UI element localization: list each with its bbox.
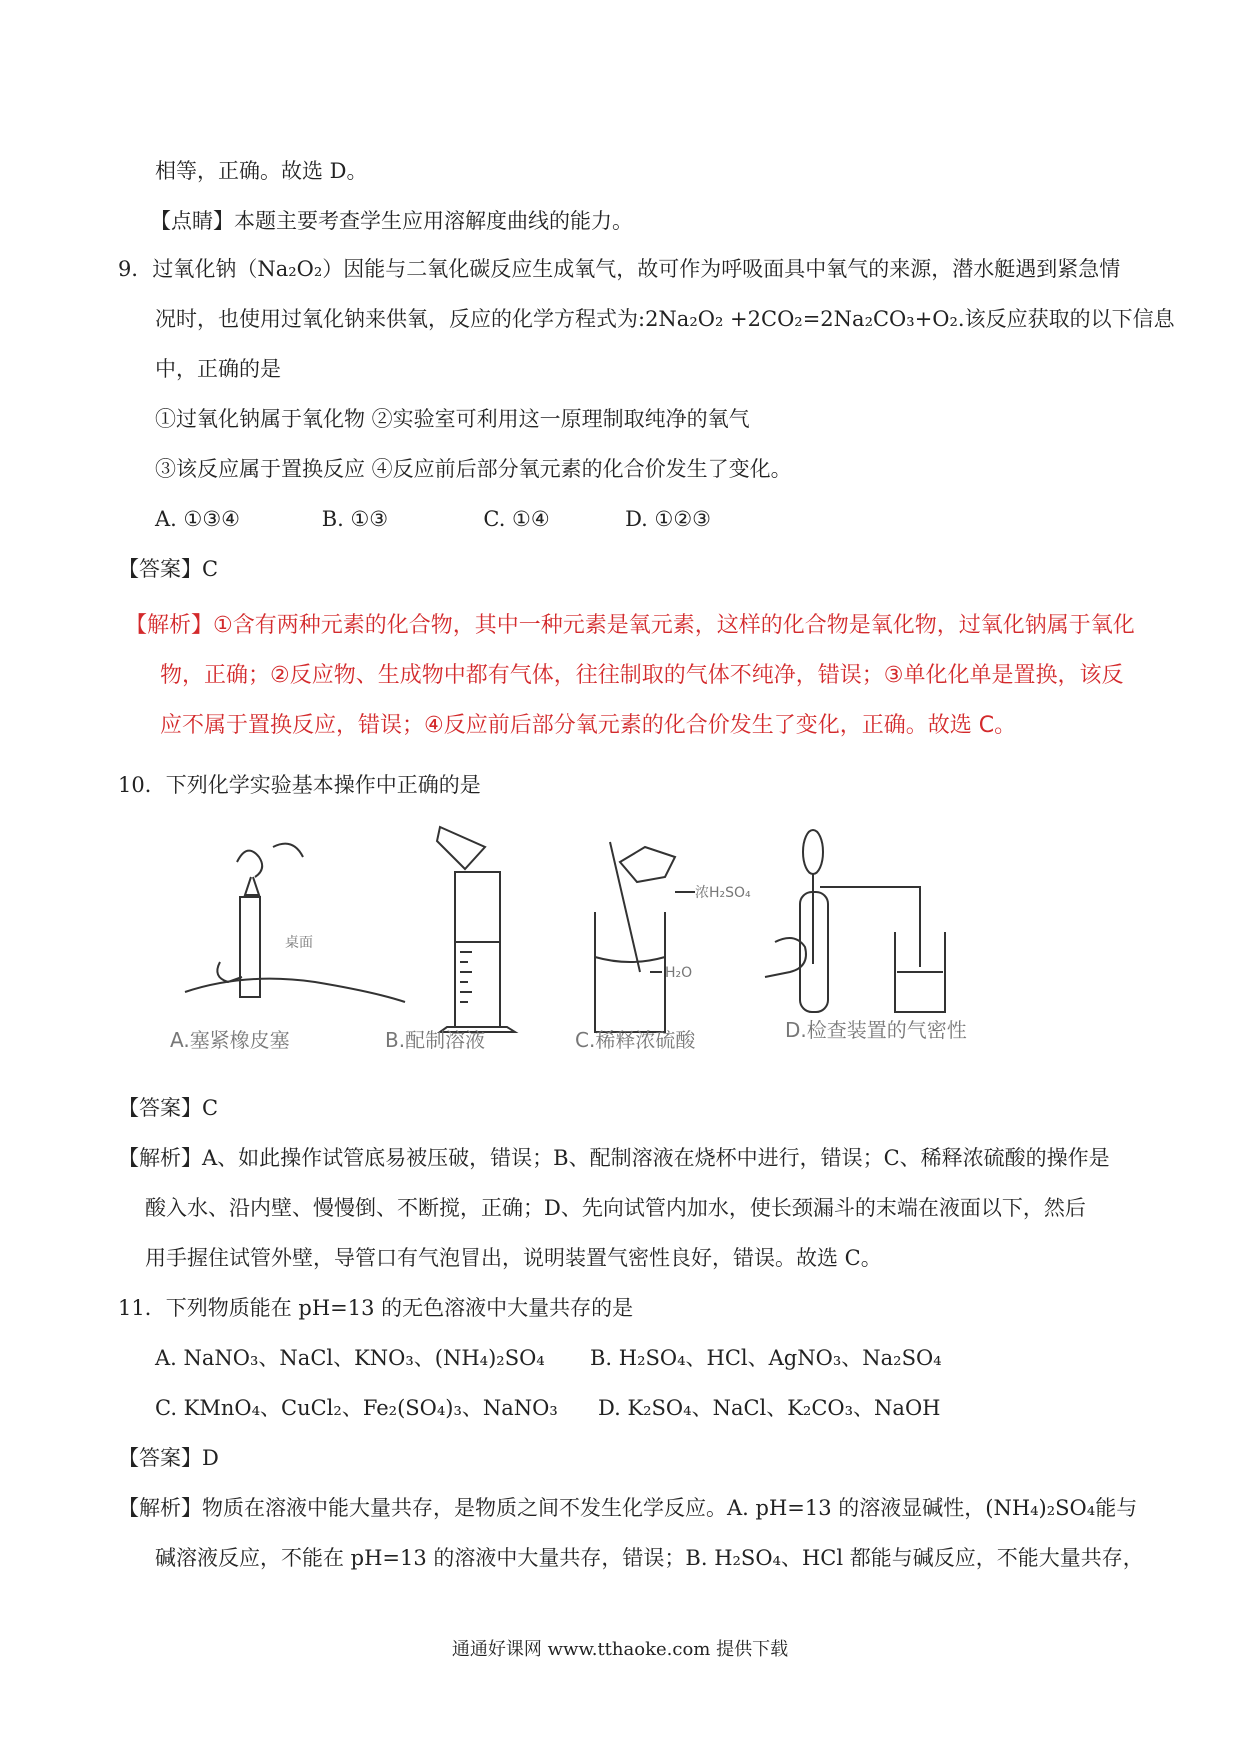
- q9-explanation-line3: 应不属于置换反应，错误；④反应前后部分氧元素的化合价发生了变化，正确。故选 C。: [160, 713, 1017, 738]
- panel-c-water-label: H₂O: [665, 965, 693, 981]
- q11-explanation-line1: 【解析】物质在溶液中能大量共存，是物质之间不发生化学反应。A. pH=13 的溶液显碱性，(NH₄)₂SO₄能与: [118, 1496, 1138, 1520]
- panel-b-cylinder-sketch: [437, 827, 515, 1032]
- page-footer: 通通好课网 www.tthaoke.com 提供下载: [451, 1639, 789, 1660]
- q9-statement-2: ③该反应属于置换反应 ④反应前后部分氧元素的化合价发生了变化。: [155, 457, 792, 481]
- q10-explanation-line2: 酸入水、沿内壁、慢慢倒、不断搅，正确；D、先向试管内加水，使长颈漏斗的末端在液面以下，然后: [145, 1196, 1086, 1220]
- q9-statement-1: ①过氧化钠属于氧化物 ②实验室可利用这一原理制取纯净的氧气: [155, 407, 750, 431]
- q9-options: [155, 504, 711, 534]
- prev-dianjing: 【点睛】本题主要考查学生应用溶解度曲线的能力。: [150, 209, 633, 233]
- panel-c-beaker-sketch: [595, 842, 695, 1032]
- q9-stem-line2: 况时，也使用过氧化钠来供氧，反应的化学方程式为:2Na₂O₂ +2CO₂=2Na₂CO₃+O₂.该反应获取的以下信息: [155, 307, 1175, 331]
- q9-explanation-line1: 【解析】①含有两种元素的化合物，其中一种元素是氧元素，这样的化合物是氧化物，过氧化钠属于氧化: [125, 613, 1135, 638]
- q9-answer: 【答案】C: [118, 557, 219, 581]
- panel-a-caption: A.塞紧橡皮塞: [170, 1028, 290, 1052]
- q11-option-a: A. NaNO₃、NaCl、KNO₃、(NH₄)₂SO₄: [155, 1346, 545, 1370]
- panel-d-caption: D.检查装置的气密性: [785, 1018, 967, 1042]
- panel-c-caption: C.稀释浓硫酸: [575, 1028, 696, 1052]
- q9-stem-line3: 中，正确的是: [155, 357, 281, 381]
- q11-stem: 11．下列物质能在 pH=13 的无色溶液中大量共存的是: [118, 1296, 634, 1320]
- q10-explanation-line3: 用手握住试管外壁，导管口有气泡冒出，说明装置气密性良好，错误。故选 C。: [145, 1246, 882, 1270]
- panel-c-acid-label: 浓H₂SO₄: [695, 885, 751, 901]
- q11-option-d: D. K₂SO₄、NaCl、K₂CO₃、NaOH: [598, 1396, 941, 1420]
- panel-a-stopper-sketch: [185, 844, 405, 1002]
- panel-b-caption: B.配制溶液: [385, 1028, 486, 1052]
- q10-stem: 10．下列化学实验基本操作中正确的是: [118, 773, 481, 797]
- q9-option-b: B. ①③: [321, 507, 389, 531]
- q9-explanation-line2: 物，正确；②反应物、生成物中都有气体，往往制取的气体不纯净，错误；③单化化单是置换，该反: [160, 663, 1124, 688]
- q11-explanation-line2: 碱溶液反应，不能在 pH=13 的溶液中大量共存，错误；B. H₂SO₄、HCl 都能与碱反应，不能大量共存，: [155, 1546, 1144, 1570]
- lab-operations-figure: [155, 822, 1085, 1072]
- panel-a-table-label: 桌面: [285, 935, 313, 951]
- q11-option-c: C. KMnO₄、CuCl₂、Fe₂(SO₄)₃、NaNO₃: [155, 1396, 558, 1420]
- q10-explanation-line1: 【解析】A、如此操作试管底易被压破，错误；B、配制溶液在烧杯中进行，错误；C、稀释浓硫酸的操作是: [118, 1146, 1110, 1170]
- q9-option-d: D. ①②③: [625, 507, 711, 531]
- prev-answer-tail: 相等，正确。故选 D。: [155, 159, 368, 183]
- q9-option-a: A. ①③④: [155, 507, 240, 531]
- q11-answer: 【答案】D: [118, 1446, 219, 1470]
- panel-d-airtightness-sketch: [765, 830, 945, 1012]
- q9-option-c: C. ①④: [483, 507, 550, 531]
- q11-option-b: B. H₂SO₄、HCl、AgNO₃、Na₂SO₄: [590, 1346, 942, 1370]
- q9-stem-line1: 9．过氧化钠（Na₂O₂）因能与二氧化碳反应生成氧气，故可作为呼吸面具中氧气的来源，潜水艇遇到紧急情: [118, 257, 1121, 281]
- q10-answer: 【答案】C: [118, 1096, 219, 1120]
